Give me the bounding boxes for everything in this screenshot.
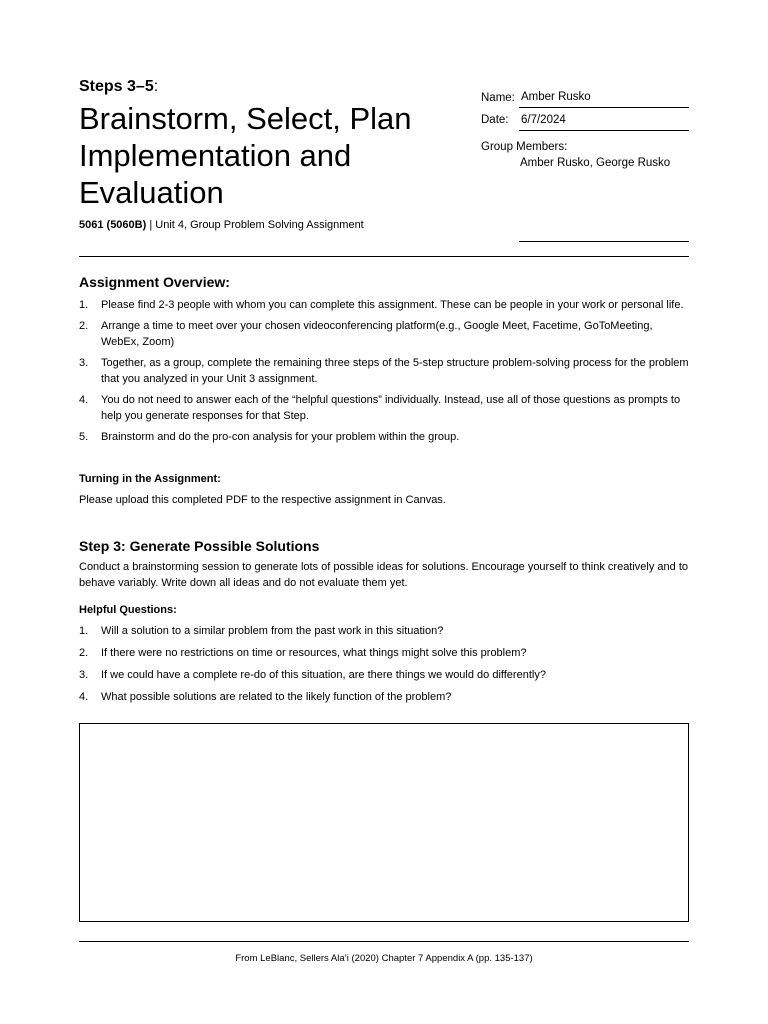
title-line: Evaluation <box>79 175 224 210</box>
helpful-questions-list <box>79 623 691 705</box>
steps-label: Steps 3–5: <box>79 78 159 95</box>
list-item: 5. Brainstorm and do the pro-con analysis for your problem within the group. <box>79 431 460 443</box>
list-item: 4. What possible solutions are related to the likely function of the problem? <box>79 691 452 703</box>
title-line: Implementation and <box>79 138 352 173</box>
step3-intro: Conduct a brainstorming session to generate lots of possible ideas for solutions. Encourage yourself to think creatively and to behave variably. Write down all ideas and do not evaluate them yet. <box>79 561 689 589</box>
list-item: 3. If we could have a complete re-do of this situation, are there things we would do differently? <box>79 669 546 681</box>
turnin-heading: Turning in the Assignment: <box>79 473 221 485</box>
list-item: 4. You do not need to answer each of the “helpful questions” individually. Instead, use all of those questions as prompts to help you generate responses for that Step. <box>79 394 681 422</box>
list-item: 1. Please find 2-3 people with whom you can complete this assignment. These can be people in your work or personal life. <box>79 299 684 311</box>
list-item: 1. Will a solution to a similar problem from the past work in this situation? <box>79 625 444 637</box>
step3-answer-box[interactable] <box>79 723 689 922</box>
overview-list <box>79 297 691 445</box>
group-members-underline <box>519 241 689 242</box>
footer-citation: From LeBlanc, Sellers Ala’i (2020) Chapter 7 Appendix A (pp. 135-137) <box>235 953 533 964</box>
course-line: 5061 (5060B) | Unit 4, Group Problem Solving Assignment <box>79 219 364 231</box>
group-members-field[interactable]: Amber Rusko, George Rusko <box>520 157 671 169</box>
name-label: Name: <box>481 92 515 104</box>
group-members-label: Group Members: <box>481 141 568 153</box>
turnin-text: Please upload this completed PDF to the respective assignment in Canvas. <box>79 494 446 506</box>
step3-heading: Step 3: Generate Possible Solutions <box>79 538 320 554</box>
list-item: 2. Arrange a time to meet over your chosen videoconferencing platform(e.g., Google Meet, Facetime, GoToMeeting, WebEx, Zoom) <box>79 320 653 348</box>
title-line: Brainstorm, Select, Plan <box>79 101 412 136</box>
overview-heading: Assignment Overview: <box>79 274 230 290</box>
date-label: Date: <box>481 114 509 126</box>
footer-divider <box>79 941 689 942</box>
list-item: 3. Together, as a group, complete the remaining three steps of the 5-step structure problem-solving process for the problem that you analyzed in your Unit 3 assignment. <box>79 357 689 385</box>
date-field[interactable]: 6/7/2024 <box>519 114 689 131</box>
header-divider <box>79 256 689 257</box>
helpful-questions-heading: Helpful Questions: <box>79 604 177 616</box>
page-title <box>79 100 459 211</box>
list-item: 2. If there were no restrictions on time or resources, what things might solve this problem? <box>79 647 527 659</box>
name-field[interactable]: Amber Rusko <box>519 91 689 108</box>
